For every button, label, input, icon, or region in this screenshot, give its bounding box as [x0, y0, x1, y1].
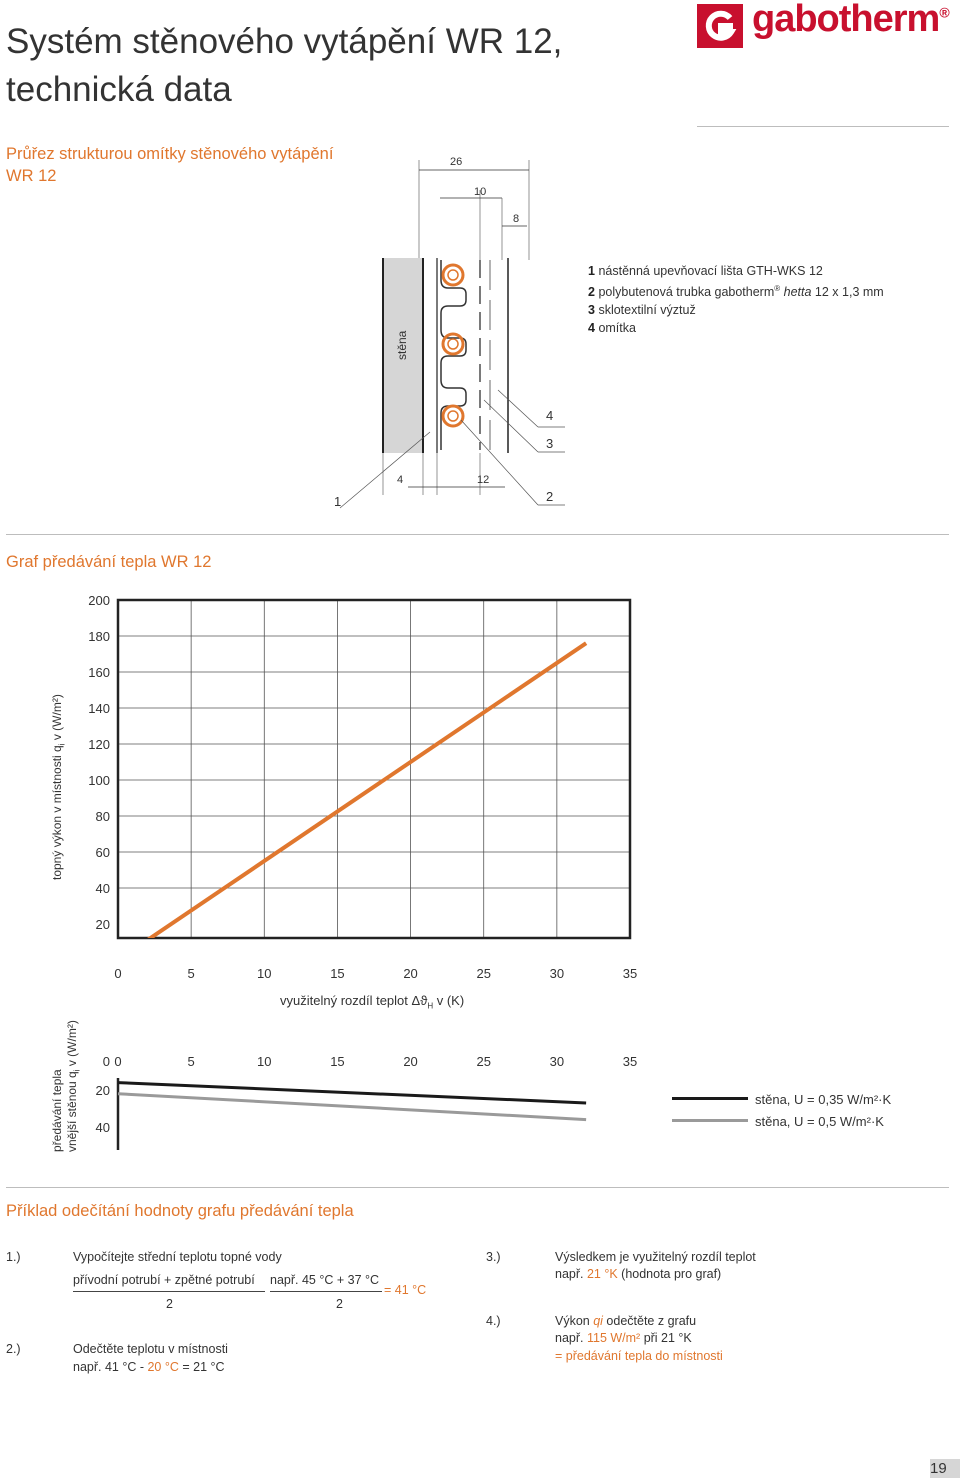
- legend-text: sklotextilní výztuž: [598, 303, 696, 318]
- ylabel-bottom-tail: v (W/m²): [65, 1020, 79, 1070]
- legend-text-tail: 12 x 1,3 mm: [811, 285, 884, 300]
- y-tick-label: 40: [95, 881, 110, 896]
- callout-2: 2: [546, 489, 554, 504]
- y-tick-label-bottom: 20: [95, 1083, 110, 1098]
- dim-4: 4: [397, 474, 404, 486]
- section-divider-1: [6, 534, 949, 535]
- step-3-pre: např.: [555, 1267, 587, 1281]
- step-3-highlight: 21 °K: [586, 1267, 618, 1281]
- x-tick-label: 5: [187, 966, 195, 981]
- step-2-pre: např. 41 °C -: [73, 1360, 148, 1374]
- plot-frame: [118, 600, 630, 938]
- x-tick-label-bottom: 10: [257, 1054, 272, 1069]
- step-2-post: = 21 °C: [178, 1360, 225, 1374]
- step-1-num: 1.): [6, 1250, 21, 1264]
- series-line-u035: [118, 1083, 586, 1103]
- header-rule: [697, 126, 949, 127]
- step-1-text: Vypočítejte střední teplotu topné vody: [73, 1250, 282, 1264]
- x-tick-label-bottom: 25: [476, 1054, 491, 1069]
- legend-sup: ®: [774, 284, 781, 293]
- y-tick-label: 180: [88, 629, 110, 644]
- y-tick-label: 120: [88, 737, 110, 752]
- page-number: 19: [930, 1460, 947, 1477]
- gabotherm-logo-mark: [697, 4, 743, 48]
- page-title-line1: Systém stěnového vytápění WR 12,: [6, 22, 563, 61]
- step-2-num: 2.): [6, 1342, 21, 1356]
- cross-section-diagram: [320, 150, 580, 520]
- xlabel-sub: H: [427, 1001, 434, 1011]
- x-tick-label-bottom: 0: [114, 1054, 122, 1069]
- x-tick-label: 0: [114, 966, 122, 981]
- step-3-text: Výsledkem je využitelný rozdíl teplot: [555, 1250, 756, 1264]
- legend-item-2: [588, 280, 884, 301]
- y-tick-label-bottom: 40: [95, 1120, 110, 1135]
- x-tick-label: 25: [476, 966, 491, 981]
- dim-12: 12: [477, 474, 490, 486]
- x-axis-label: [280, 992, 464, 1015]
- ylabel-sub: i: [57, 743, 67, 746]
- y-tick-label: 20: [95, 917, 110, 932]
- ylabel-text: topný výkon v místnosti q: [50, 745, 64, 880]
- logo-g-icon: [697, 4, 743, 48]
- legend-label-05: stěna, U = 0,5 W/m²·K: [755, 1114, 884, 1129]
- y-axis-label-top: [50, 694, 66, 880]
- x-tick-label: 15: [330, 966, 345, 981]
- ylabel-bottom-line1: předávání tepla: [50, 1069, 64, 1152]
- legend-num: 1: [588, 264, 595, 278]
- series-line-u05: [118, 1094, 586, 1120]
- callout-3: 3: [546, 436, 554, 451]
- step-1-example: např. 45 °C + 37 °C: [270, 1272, 382, 1292]
- ylabel-bottom-sub: i: [72, 1069, 82, 1072]
- xlabel-text: využitelný rozdíl teplot Δϑ: [280, 993, 428, 1008]
- step-4-result: = předávání tepla do místnosti: [555, 1349, 723, 1363]
- y-tick-label: 160: [88, 665, 110, 680]
- step-4-line2-pre: např.: [555, 1331, 587, 1345]
- legend-text: nástěnná upevňovací lišta GTH-WKS 12: [598, 264, 823, 278]
- x-tick-label: 10: [257, 966, 272, 981]
- section-example-heading: Příklad odečítání hodnoty grafu předávání tepla: [6, 1202, 354, 1220]
- ylabel-tail: v (W/m²): [50, 694, 64, 744]
- x-tick-label-bottom: 30: [549, 1054, 565, 1069]
- heading-line1: Průřez strukturou omítky stěnového vytápění: [6, 145, 334, 163]
- x-tick-label-bottom: 35: [622, 1054, 638, 1069]
- legend-line-05: [672, 1119, 748, 1122]
- step-4-post: odečtěte z grafu: [602, 1314, 697, 1328]
- ylabel-bottom-text: vnější stěnou q: [65, 1071, 79, 1152]
- legend-num: 4: [588, 321, 595, 336]
- step-2-highlight: 20 °C: [147, 1360, 179, 1374]
- y-tick-label: 60: [95, 845, 110, 860]
- y-tick-label: 80: [95, 809, 110, 824]
- x-tick-label: 30: [549, 966, 565, 981]
- step-2-text: Odečtěte teplotu v místnosti: [73, 1342, 228, 1356]
- legend-item-4: [588, 319, 884, 337]
- step-4-num: 4.): [486, 1314, 501, 1328]
- x-tick-label-bottom: 15: [330, 1054, 345, 1069]
- x-tick-label: 35: [622, 966, 638, 981]
- dim-26: 26: [450, 156, 463, 168]
- step-2-example: [73, 1359, 225, 1376]
- step-3-num: 3.): [486, 1250, 501, 1264]
- step-4-text: [555, 1313, 696, 1330]
- y-tick-label: 140: [88, 701, 110, 716]
- dim-8: 8: [513, 213, 520, 225]
- callout-1: 1: [334, 494, 342, 509]
- x-tick-label-bottom: 5: [187, 1054, 195, 1069]
- legend-em: hetta: [783, 285, 812, 300]
- step-3-post: (hodnota pro graf): [617, 1267, 722, 1281]
- logo-wordmark: gabotherm: [752, 0, 940, 40]
- xlabel-tail: v (K): [433, 993, 465, 1008]
- step-4-line2-highlight: 115 W/m²: [586, 1331, 641, 1345]
- heading-line2: WR 12: [6, 167, 57, 185]
- gabotherm-logo-text: [752, 0, 949, 41]
- legend-line-035: [672, 1097, 748, 1100]
- step-1-example-denominator: 2: [336, 1297, 343, 1311]
- y-tick-label-bottom: 0: [102, 1054, 110, 1069]
- x-tick-label-bottom: 20: [403, 1054, 418, 1069]
- step-4-line2-post: při 21 °K: [640, 1331, 692, 1345]
- page-title: [6, 18, 562, 114]
- section-graph-heading: Graf předávání tepla WR 12: [6, 553, 212, 571]
- y-tick-label: 100: [88, 773, 110, 788]
- step-3-example: [555, 1266, 721, 1283]
- legend-text: omítka: [598, 321, 636, 336]
- dim-10: 10: [474, 186, 487, 198]
- step-1-fraction-numerator: přívodní potrubí + zpětné potrubí: [73, 1272, 265, 1292]
- callout-4: 4: [546, 408, 554, 423]
- legend-text: polybutenová trubka gabotherm: [598, 285, 775, 300]
- ylabel-bottom-line2: [65, 1020, 84, 1152]
- legend-num: 2: [588, 285, 595, 300]
- logo-registered: ®: [939, 4, 949, 21]
- step-1-fraction-denominator: 2: [166, 1297, 173, 1311]
- section-cross-section-heading: [6, 143, 333, 187]
- heat-transfer-chart: [0, 580, 960, 1180]
- y-tick-label: 200: [88, 593, 110, 608]
- component-legend: [588, 262, 884, 337]
- legend-item-1: [588, 262, 884, 280]
- legend-num: 3: [588, 303, 595, 318]
- wall-label: stěna: [395, 330, 409, 360]
- page-title-line2: technická data: [6, 70, 232, 109]
- step-4-em: qi: [593, 1314, 603, 1328]
- x-tick-label: 20: [403, 966, 418, 981]
- y-axis-label-bottom: [50, 1020, 84, 1152]
- step-4-pre: Výkon: [555, 1314, 594, 1328]
- legend-label-035: stěna, U = 0,35 W/m²·K: [755, 1092, 892, 1107]
- step-4-example: [555, 1330, 692, 1347]
- series-line-heat-output: [118, 643, 586, 960]
- section-divider-2: [6, 1187, 949, 1188]
- legend-item-3: [588, 301, 884, 319]
- step-1-result: = 41 °C: [384, 1283, 427, 1297]
